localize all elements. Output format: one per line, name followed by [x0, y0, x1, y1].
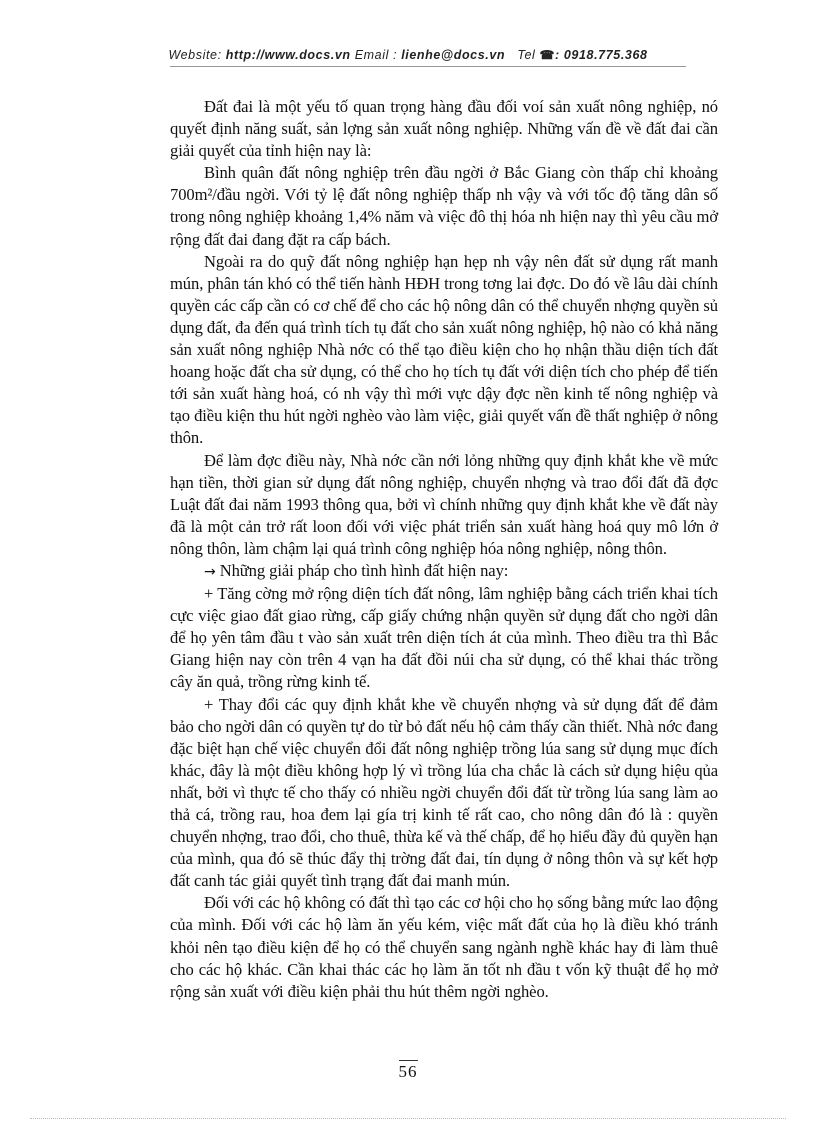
solutions-heading-line	[170, 560, 718, 583]
email-link[interactable]: lienhe@docs.vn	[401, 48, 506, 62]
page-header	[0, 0, 816, 62]
page-number	[0, 1062, 816, 1082]
website-link[interactable]: http://www.docs.vn	[225, 48, 351, 62]
paragraph: Ngoài ra do quỹ đất nông nghiệp hạn hẹp nh vậy nên đất sử dụng rất manh mún, phân tán khó có thể tiến hành HĐH trong tơng lai đợc. Do đó về lâu dài chính quyền các cấp cần có cơ chế để cho các hộ nông dân có thể chuyển nhợng quyền sủ dụng đất, đa đến quá trình tích tụ đất cho sản xuất nông nghiệp, hộ nào có khả năng sản xuất nông nghiệp Nhà nớc có thể tạo điều kiện cho họ nhận thầu diện tích đất hoang hoặc đất cha sử dụng, có thể cho họ tích tụ đất với diện tích cho phép để tiến tới sản xuất hàng hoá, có nh vậy thì mới vực dậy đợc nền kinh tế nông nghiệp và tạo điều kiện thu hút ngời nghèo vào làm việc, giải quyết vấn đề thất nghiệp ở nông thôn.	[170, 251, 718, 448]
paragraph: Đối với các hộ không có đất thì tạo các cơ hội cho họ sống bằng mức lao động của mình. Đối với các hộ làm ăn yếu kém, việc mất đất của họ là điều khó tránh khỏi nên tạo điều kiện để họ có thể chuyển sang ngành nghề khác hay đi làm thuê cho các hộ khác. Cần khai thác các họ làm ăn tốt nh đầu t vốn kỹ thuật để họ mở rộng sản xuất với điều kiện phải thu hút thêm ngời nghèo.	[170, 893, 718, 1001]
page-number-value: 56	[398, 1062, 418, 1081]
paragraph: Đất đai là một yếu tố quan trọng hàng đầu đối voí sản xuất nông nghiệp, nó quyết định năng suất, sản lợng sản xuất nông nghiệp. Những vấn đề về đất đai cần giải quyết của tỉnh hiện nay là:	[170, 97, 718, 161]
email-label: Email :	[354, 48, 398, 62]
footer-divider	[30, 1118, 786, 1119]
phone-number: : 0918.775.368	[555, 48, 648, 62]
solution-item: + Thay đổi các quy định khắt khe về chuyển nhợng và sử dụng đất để đảm bảo cho ngời dân có quyền tự do từ bỏ đất nếu hộ cảm thấy cần thiết. Nhà nớc đang đặc biệt hạn chế việc chuyển đổi đất nông nghiệp trồng lúa sang sử dụng mục đích khác, đây là một điều không hợp lý vì trồng lúa cha chắc là cách sử dụng hiệu qủa nhất, bởi vì thực tế cho thấy có nhiều ngời chuyển đổi đất từ trồng lúa sang làm ao thả cá, trồng rau, hoa đem lại gía trị kinh tế rất cao, cho nông dân đó là : quyền chuyển nhợng, trao đổi, cho thuê, thừa kế và thế chấp, để họ hiểu đầy đủ quyền hạn của mình, qua đó sẽ thúc đẩy thị trờng đất đai, tín dụng ở nông thôn và sự kết hợp đất canh tác giải quyết tình trạng đất đai manh mún.	[170, 694, 718, 891]
tel-label: Tel	[517, 48, 536, 62]
website-label: Website:	[168, 48, 222, 62]
paragraph: Để làm đợc điều này, Nhà nớc cần nới lỏng những quy định khắt khe về mức hạn tiền, thời gian sử dụng đất nông nghiệp, chuyển nhợng và trao đổi đất đã đợc Luật đất đai năm 1993 thông qua, bởi vì chính những quy định khắt khe về đất này đã là một cản trở rất loon đối với việc phát triển sản xuất hàng hoá quy mô lớn ở nông thôn, làm chậm lại quá trình công nghiệp hóa nông nghiệp, nông thôn.	[170, 450, 718, 558]
header-divider	[170, 66, 686, 67]
solution-item: + Tăng cờng mở rộng diện tích đất nông, lâm nghiệp bằng cách triển khai tích cực việc giao đất giao rừng, cấp giấy chứng nhận quyền sử dụng đất cho ngời dân để họ yên tâm đầu t vào sản xuất trên diện tích át của mình. Theo điều tra thì Bắc Giang hiện nay còn trên 4 vạn ha đất đồi núi cha sử dụng, có thể khai thác trồng cây ăn quả, trồng rừng kinh tế.	[170, 584, 718, 692]
document-body	[170, 96, 718, 1003]
paragraph: Bình quân đất nông nghiệp trên đầu ngời ở Bắc Giang còn thấp chỉ khoảng 700m²/đầu ngời. Với tỷ lệ đất nông nghiệp thấp nh vậy và với tốc độ tăng dân số trong nông nghiệp khoảng 1,4% năm và việc đô thị hóa nh hiện nay thì yêu cầu mở rộng đất đai đang đặt ra cấp bách.	[170, 163, 718, 249]
solutions-heading: Những giải pháp cho tình hình đất hiện nay:	[219, 560, 509, 580]
arrow-right-icon: →	[204, 563, 216, 580]
header-contact-line	[0, 48, 816, 62]
phone-icon: ☎	[539, 48, 556, 62]
